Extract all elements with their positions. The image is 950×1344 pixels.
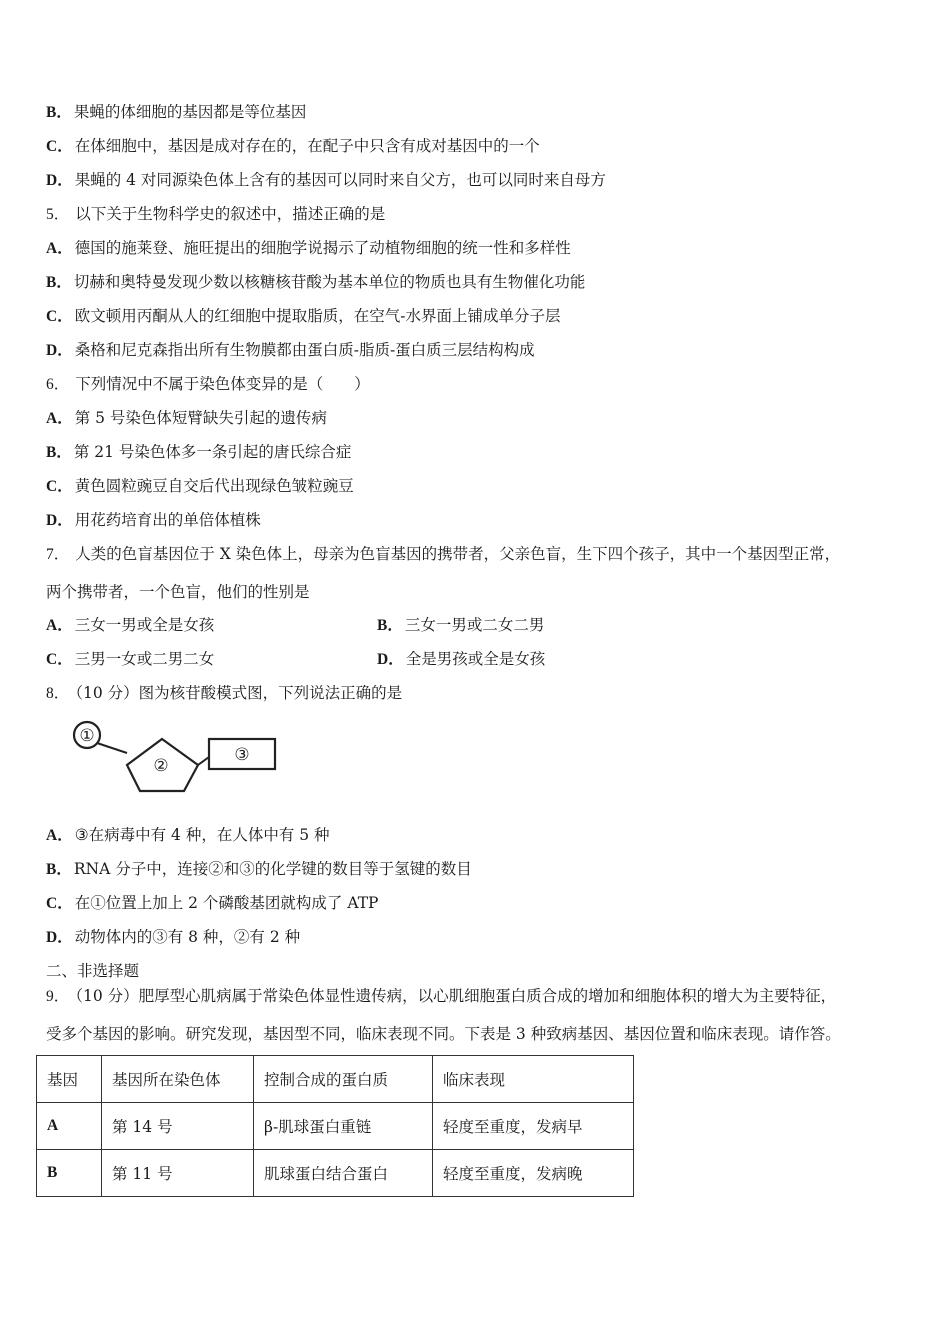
table-cell: A (37, 1103, 102, 1150)
q5-option-d: D． 桑格和尼克森指出所有生物膜都由蛋白质-脂质-蛋白质三层结构构成 (46, 341, 535, 359)
header-cell: 控制合成的蛋白质 (254, 1056, 433, 1103)
q6-option-a: A． 第 5 号染色体短臂缺失引起的遗传病 (46, 409, 327, 427)
table-cell: β-肌球蛋白重链 (254, 1103, 433, 1150)
table-cell: 第 14 号 (102, 1103, 254, 1150)
header-cell: 基因所在染色体 (102, 1056, 254, 1103)
header-cell: 临床表现 (433, 1056, 634, 1103)
q8-option-a: A． ③在病毒中有 4 种，在人体中有 5 种 (46, 826, 330, 844)
sugar-base-bond (198, 757, 209, 765)
q4-option-b: B． 果蝇的体细胞的基因都是等位基因 (46, 103, 307, 121)
q7-stem-line2: 两个携带者，一个色盲，他们的性别是 (46, 583, 310, 601)
q8-option-b: B． RNA 分子中，连接②和③的化学键的数目等于氢键的数目 (46, 860, 472, 878)
q7-option-c: C． 三男一女或二男二女 (46, 650, 215, 668)
table-cell: 轻度至重度，发病早 (433, 1103, 634, 1150)
table-cell: 肌球蛋白结合蛋白 (254, 1150, 433, 1197)
q8-option-c: C． 在①位置上加上 2 个磷酸基团就构成了 ATP (46, 894, 379, 912)
header-cell: 基因 (37, 1056, 102, 1103)
label-2: ② (153, 756, 169, 776)
q4-option-d: D． 果蝇的 4 对同源染色体上含有的基因可以同时来自父方，也可以同时来自母方 (46, 171, 606, 189)
table-row (37, 1103, 634, 1150)
q5-option-a: A． 德国的施莱登、施旺提出的细胞学说揭示了动植物细胞的统一性和多样性 (46, 239, 571, 257)
table-cell: 第 11 号 (102, 1150, 254, 1197)
q5-option-c: C． 欧文顿用丙酮从人的红细胞中提取脂质，在空气-水界面上铺成单分子层 (46, 307, 561, 325)
section-2-title: 二、非选择题 (46, 962, 140, 980)
q7-option-b: B． 三女一男或二女二男 (377, 616, 545, 634)
q4-option-c: C． 在体细胞中，基因是成对存在的，在配子中只含有成对基因中的一个 (46, 137, 540, 155)
q6-option-c: C． 黄色圆粒豌豆自交后代出现绿色皱粒豌豆 (46, 477, 354, 495)
table-cell: 轻度至重度，发病晚 (433, 1150, 634, 1197)
q6-stem: 6． 下列情况中不属于染色体变异的是（ ） (46, 375, 370, 393)
q7-option-a: A． 三女一男或全是女孩 (46, 616, 215, 634)
label-1: ① (79, 726, 95, 746)
phosphate-sugar-bond (97, 743, 127, 753)
q9-stem-line1: 9． （10 分）肥厚型心肌病属于常染色体显性遗传病，以心肌细胞蛋白质合成的增加和细胞体积的增大为主要特征， (46, 987, 837, 1005)
label-3: ③ (234, 745, 250, 765)
q5-stem: 5． 以下关于生物科学史的叙述中，描述正确的是 (46, 205, 386, 223)
gene-table (36, 1055, 634, 1197)
q7-stem-line1: 7． 人类的色盲基因位于 X 染色体上，母亲为色盲基因的携带者，父亲色盲，生下四个孩子，其中一个基因型正常， (46, 545, 841, 563)
q6-option-b: B． 第 21 号染色体多一条引起的唐氏综合症 (46, 443, 352, 461)
nucleotide-diagram (70, 715, 285, 795)
q5-option-b: B． 切赫和奥特曼发现少数以核糖核苷酸为基本单位的物质也具有生物催化功能 (46, 273, 586, 291)
q8-stem: 8． （10 分）图为核苷酸模式图，下列说法正确的是 (46, 684, 403, 702)
q9-stem-line2: 受多个基因的影响。研究发现，基因型不同，临床表现不同。下表是 3 种致病基因、基因位置和临床表现。请作答。 (46, 1025, 841, 1043)
q8-option-d: D． 动物体内的③有 8 种，②有 2 种 (46, 928, 301, 946)
table-header-row (37, 1056, 634, 1103)
q7-option-d: D． 全是男孩或全是女孩 (377, 650, 546, 668)
q6-option-d: D． 用花药培育出的单倍体植株 (46, 511, 261, 529)
table-row (37, 1150, 634, 1197)
table-cell: B (37, 1150, 102, 1197)
